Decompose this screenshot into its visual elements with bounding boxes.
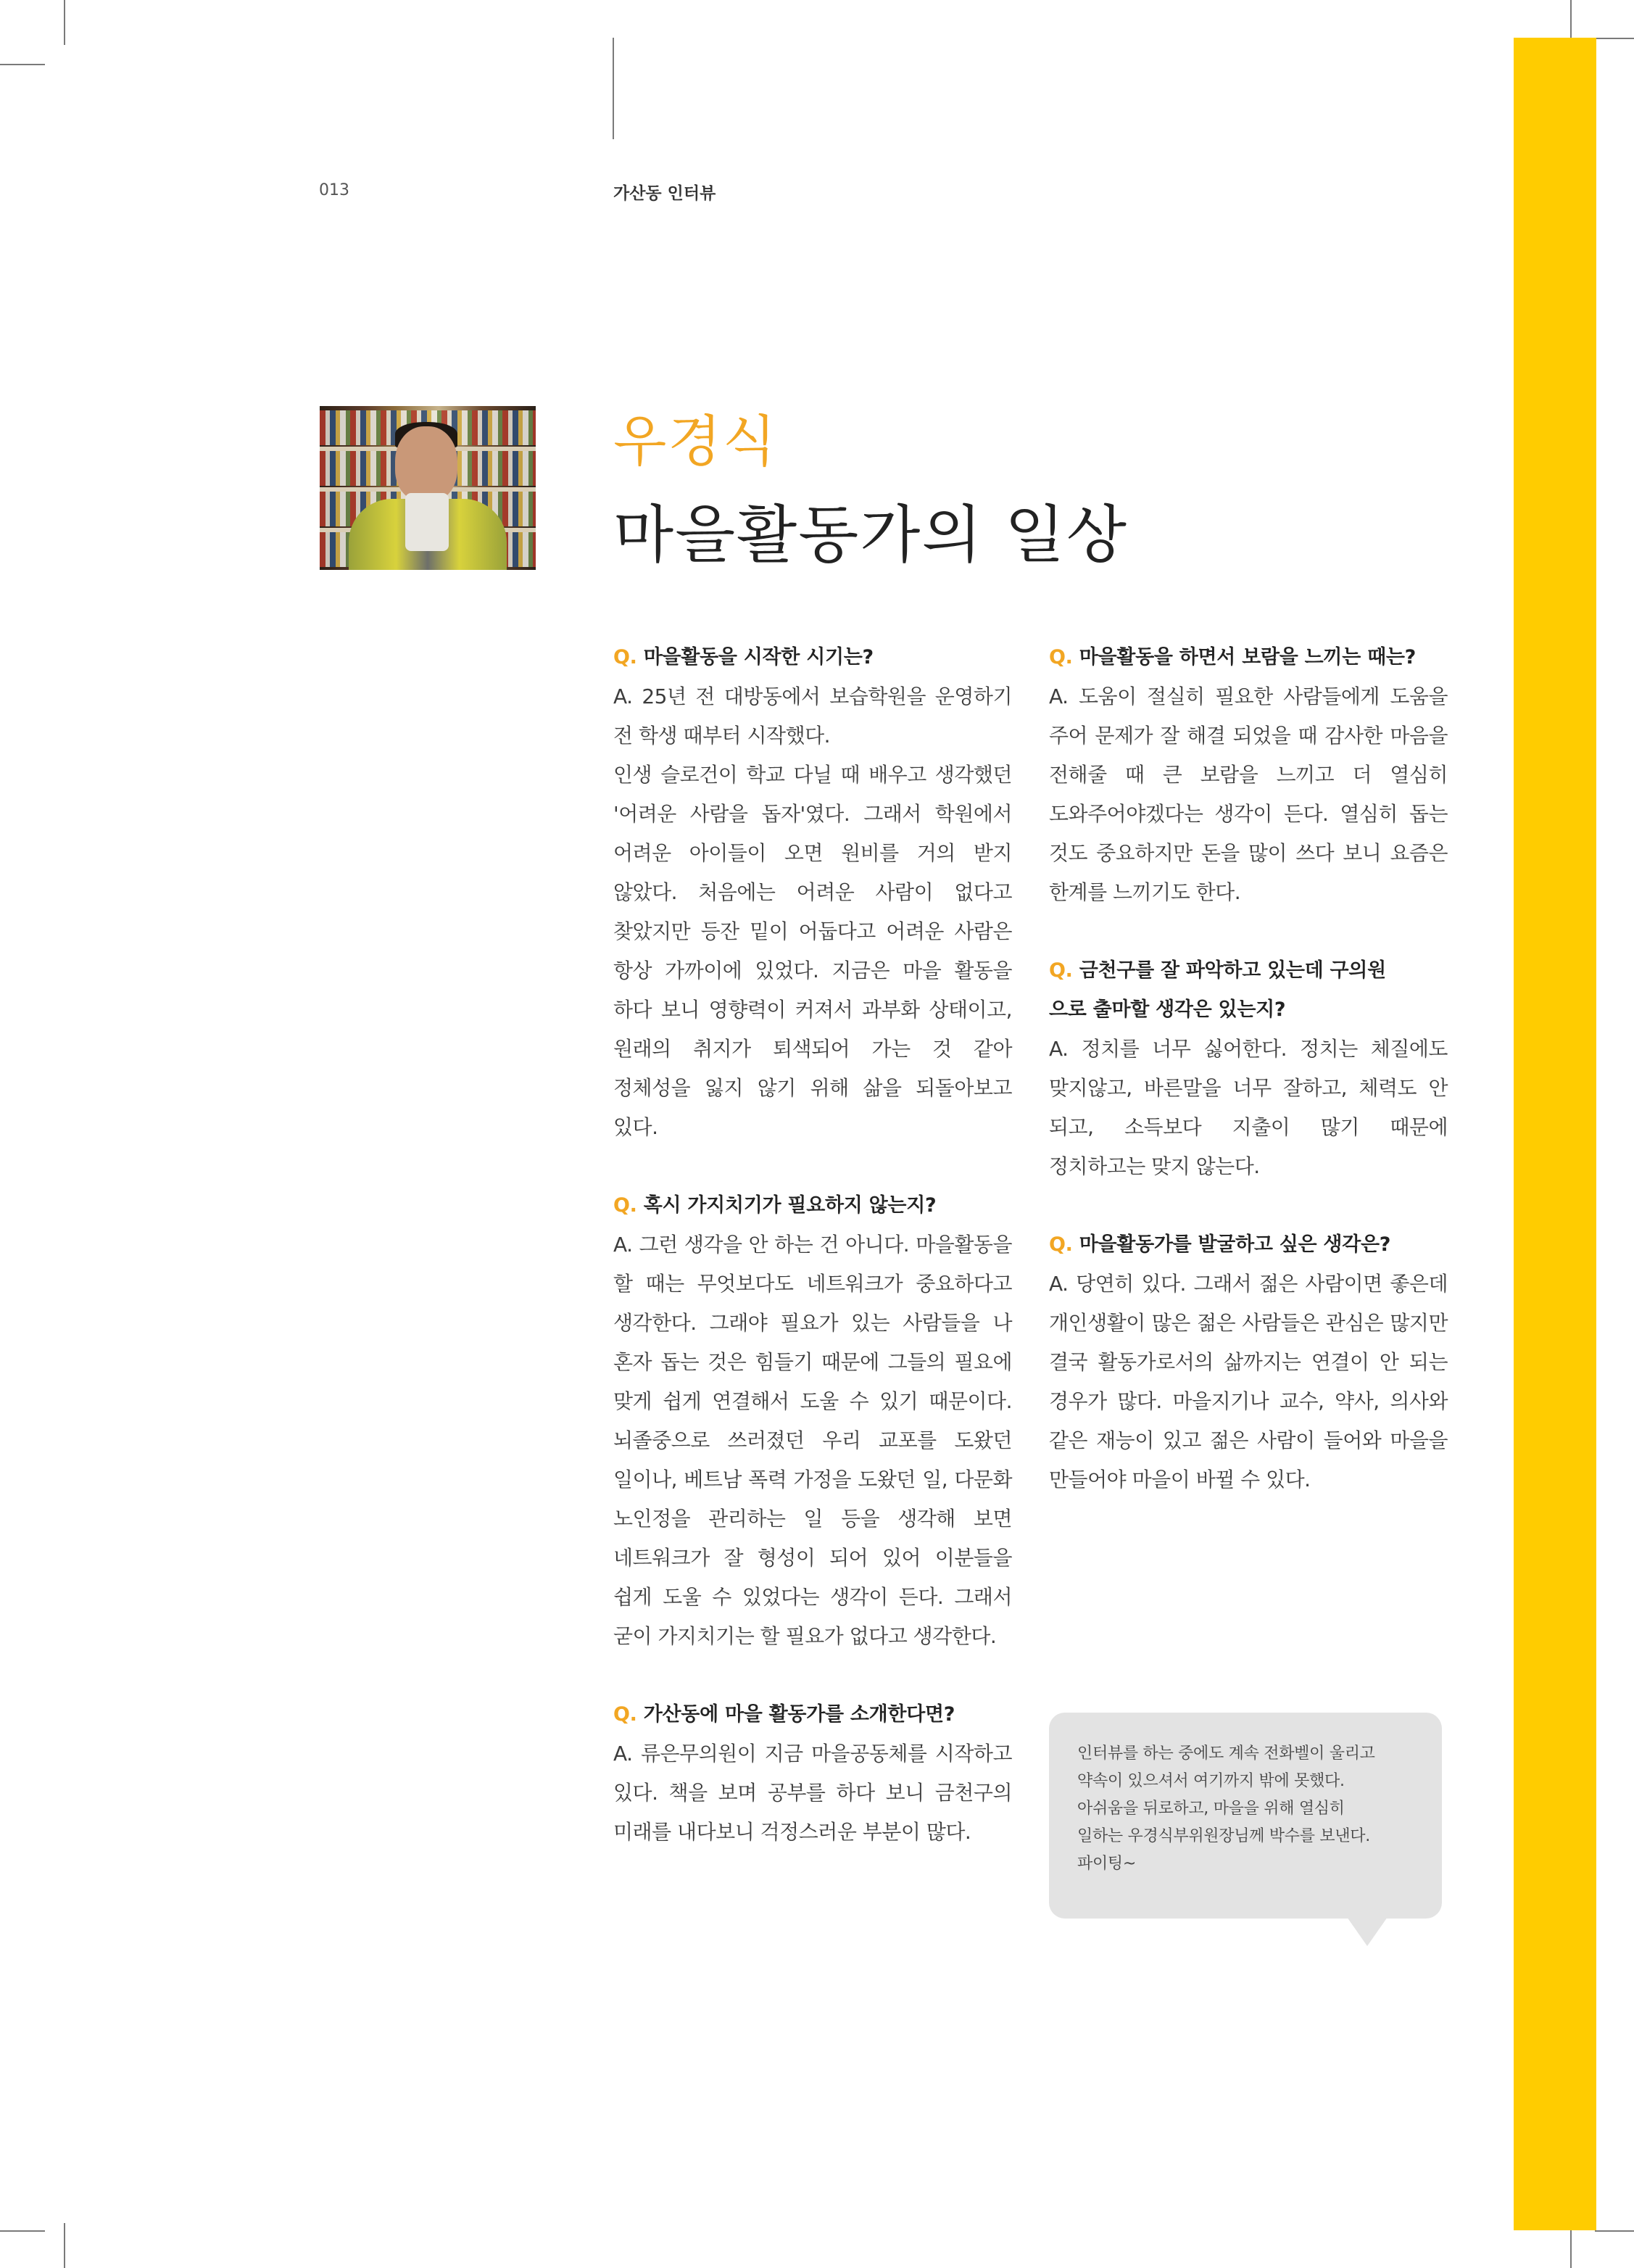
question: Q. 금천구를 잘 파악하고 있는데 구의원: [1049, 959, 1386, 982]
qa-block: [613, 638, 1012, 1147]
crop-mark: [0, 2230, 45, 2232]
bubble-line: 약속이 있으셔서 여기까지 밖에 못했다.: [1077, 1772, 1345, 1790]
question: Q. 마을활동을 시작한 시기는?: [613, 646, 874, 669]
answer: A. 정치를 너무 싫어한다. 정치는 체질에도 맞지않고, 바른말을 너무 잘하고, 체력도 안 되고, 소득보다 지출이 많기 때문에 정치하고는 맞지 않는다.: [1049, 1037, 1448, 1178]
yellow-side-band: [1514, 38, 1596, 2230]
qa-block: [613, 1186, 1012, 1656]
answer: 인생 슬로건이 학교 다닐 때 배우고 생각했던 '어려운 사람을 돕자'였다. 그래서 학원에서 어려운 아이들이 오면 원비를 거의 받지 않았다. 처음에는 어려운 사람이 없다고 찾았지만 등잔 밑이 어둡다고 어려운 사람은 항상 가까이에 있었다. 지금은 마을 활동을 하다 보니 영향력이 커져서 과부화 상태이고, 원래의 취지가 퇴색되어 가는 것 같아 정체성을 잃지 않기 위해 삶을 되돌아보고 있다.: [613, 763, 1012, 1139]
crop-mark: [0, 64, 45, 65]
portrait-photo: [320, 406, 536, 570]
answer: A. 당연히 있다. 그래서 젊은 사람이면 좋은데 개인생활이 많은 젊은 사람들은 관심은 많지만 결국 활동가로서의 삶까지는 연결이 안 되는 경우가 많다. 마을지기나 교수, 약사, 의사와 같은 재능이 있고 젊은 사람이 들어와 마을을 만들어야 마을이 바뀔 수 있다.: [1049, 1272, 1448, 1491]
interviewee-name: 우경식: [613, 409, 778, 473]
question-continued: 으로 출마할 생각은 있는지?: [1049, 998, 1286, 1021]
bubble-line: 아쉬움을 뒤로하고, 마을을 위해 열심히: [1077, 1800, 1345, 1818]
crop-mark: [1595, 2230, 1634, 2232]
answer: A. 25년 전 대방동에서 보습학원을 운영하기 전 학생 때부터 시작했다.: [613, 684, 1012, 748]
bubble-line: 인터뷰를 하는 중에도 계속 전화벨이 울리고: [1077, 1745, 1375, 1763]
article-title: 마을활동가의 일상: [613, 499, 1128, 571]
question: Q. 가산동에 마을 활동가를 소개한다면?: [613, 1703, 955, 1726]
bubble-line: 일하는 우경식부위원장님께 박수를 보낸다.: [1077, 1827, 1370, 1845]
question: Q. 혹시 가지치기가 필요하지 않는지?: [613, 1194, 937, 1217]
question: Q. 마을활동가를 발굴하고 싶은 생각은?: [1049, 1233, 1391, 1256]
qa-block: [613, 1695, 1012, 1852]
qa-block: [1049, 1225, 1448, 1499]
speech-bubble-tail: [1347, 1917, 1388, 1946]
crop-mark: [64, 2223, 65, 2268]
bubble-text: [1077, 1740, 1425, 1878]
page-number: 013: [319, 181, 349, 199]
answer: A. 류은무의원이 지금 마을공동체를 시작하고 있다. 책을 보며 공부를 하다 보니 금천구의 미래를 내다보니 걱정스러운 부분이 많다.: [613, 1742, 1012, 1844]
answer: A. 그런 생각을 안 하는 건 아니다. 마을활동을 할 때는 무엇보다도 네트워크가 중요하다고 생각한다. 그래야 필요가 있는 사람들을 나 혼자 돕는 것은 힘들기 때문에 그들의 필요에 맞게 쉽게 연결해서 도울 수 있기 때문이다. 뇌졸중으로 쓰러졌던 우리 교포를 도왔던 일이나, 베트남 폭력 가정을 도왔던 일, 다문화 노인정을 관리하는 일 등을 생각해 보면 네트워크가 잘 형성이 되어 있어 이분들을 쉽게 도울 수 있었다는 생각이 든다. 그래서 굳이 가지치기는 할 필요가 없다고 생각한다.: [613, 1233, 1012, 1648]
qa-block: [1049, 638, 1448, 912]
crop-mark: [613, 38, 614, 139]
left-column: [613, 638, 1012, 1891]
crop-mark: [1595, 38, 1634, 39]
question: Q. 마을활동을 하면서 보람을 느끼는 때는?: [1049, 646, 1417, 669]
right-column: [1049, 638, 1448, 1539]
bubble-line: 파이팅~: [1077, 1855, 1136, 1873]
qa-block: [1049, 951, 1448, 1186]
section-title: 가산동 인터뷰: [613, 184, 716, 203]
crop-mark: [64, 0, 65, 45]
answer: A. 도움이 절실히 필요한 사람들에게 도움을 주어 문제가 잘 해결 되었을 때 감사한 마음을 전해줄 때 큰 보람을 느끼고 더 열심히 도와주어야겠다는 생각이 든다. 열심히 돕는 것도 중요하지만 돈을 많이 쓰다 보니 요즘은 한계를 느끼기도 한다.: [1049, 684, 1448, 904]
